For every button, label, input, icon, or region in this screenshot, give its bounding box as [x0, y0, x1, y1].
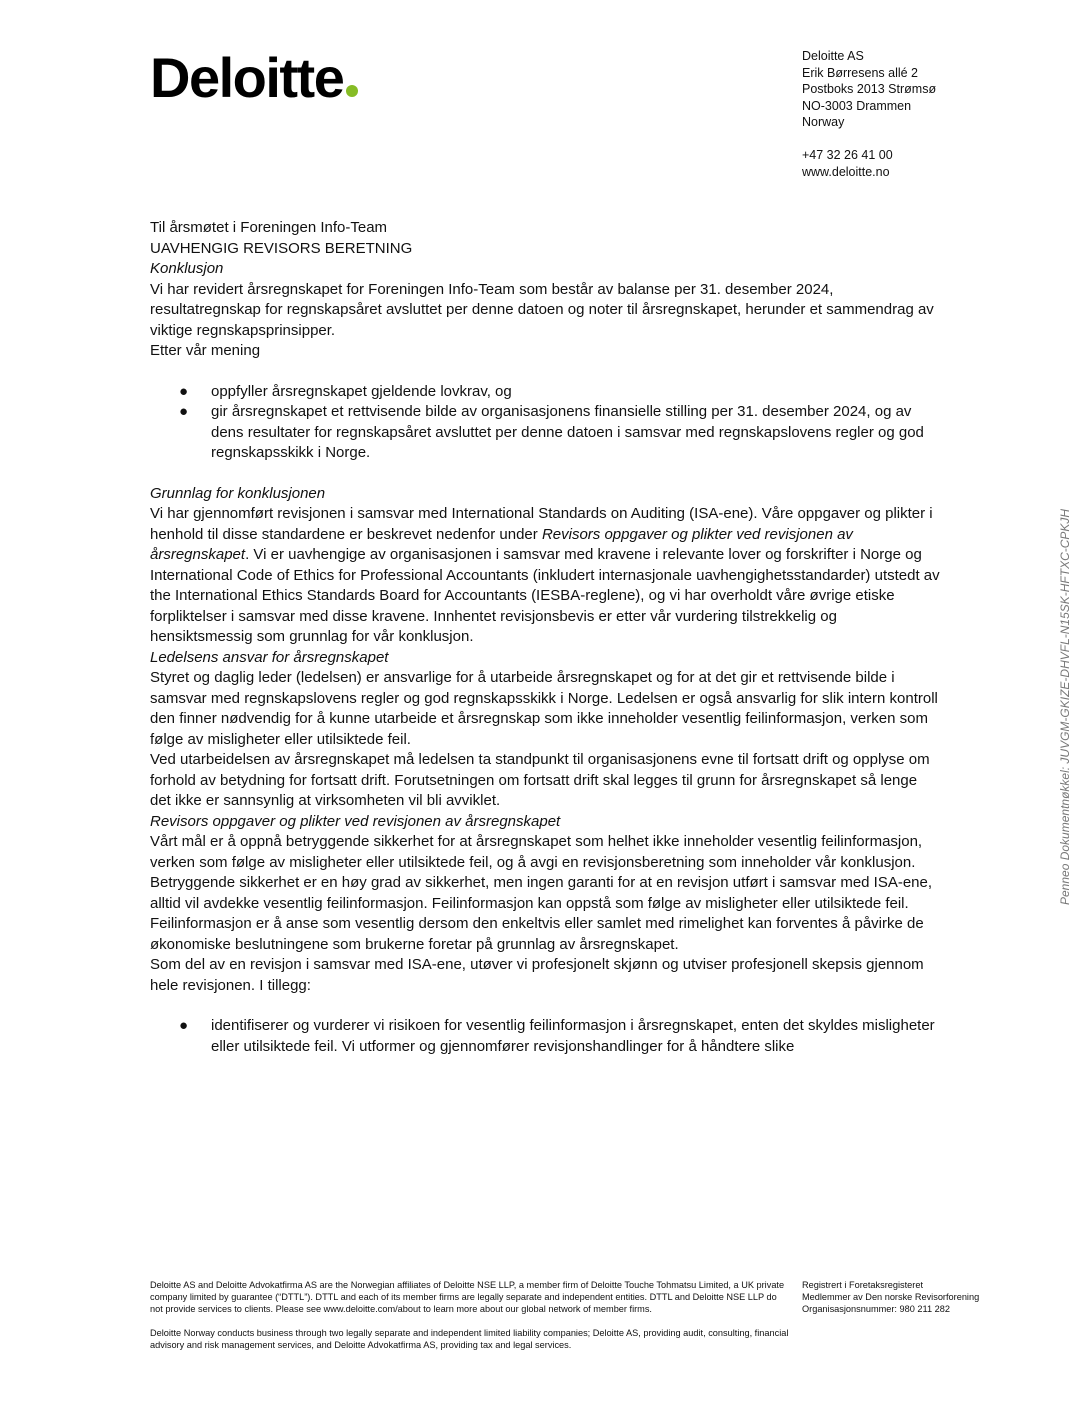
- list-item-text: gir årsregnskapet et rettvisende bilde av organisasjonens finansielle stilling per 31. desember 2024, og av dens resultater for regnskapsåret avsluttet per denne datoen i samsvar med regnskapslovens regler og god regnskapsskikk i Norge.: [211, 403, 924, 461]
- section-heading-konklusjon: Konklusjon: [150, 260, 224, 277]
- paragraph-text: . Vi er uavhengige av organisasjonen i samsvar med kravene i relevante lover og forskrifter i Norge og International Code of Ethics for Professional Accountants (inkludert internasjonale uavhengighetsstandarder) utstedt av the International Ethics Standards Board for Accountants (IESBA-reglene), og vi har overholdt våre øvrige etiske forpliktelser i samsvar med disse kravene. Innhentet revisjonsbevis er etter vår vurdering tilstrekkelig og hensiktsmessig som grunnlag for vår konklusjon.: [150, 546, 940, 645]
- section-heading-ledelsens-ansvar: Ledelsens ansvar for årsregnskapet: [150, 648, 389, 666]
- paragraph-italic-reference: Revisors oppgaver og plikter ved revisjonen av årsregnskapet: [150, 525, 853, 563]
- paragraph: [150, 504, 940, 648]
- logo-green-dot: [346, 85, 358, 97]
- bullet-icon: ●: [179, 1017, 189, 1034]
- address-line: Norway: [802, 115, 845, 129]
- paragraph: Vårt mål er å oppnå betryggende sikkerhet for at årsregnskapet som helhet ikke inneholder vesentlig feilinformasjon, verken som følge av misligheter eller utilsiktede feil, og å avgi en revisjonsberetning som inneholder vår konklusjon. Betryggende sikkerhet er en høy grad av sikkerhet, men ingen garanti for at en revisjon utført i samsvar med ISA-ene, alltid vil avdekke vesentlig feilinformasjon. Feilinformasjon kan oppstå som følge av misligheter eller utilsiktede feil. Feilinformasjon er å anse som vesentlig dersom den enkeltvis eller samlet med rimelighet kan forventes å påvirke de økonomiske beslutningene som brukerne foretar på grunnlag av årsregnskapet.: [150, 833, 933, 953]
- list-item-text: identifiserer og vurderer vi risikoen for vesentlig feilinformasjon i årsregnskapet, enten det skyldes misligheter eller utilsiktede feil. Vi utformer og gjennomfører revisjonshandlinger for å håndtere slike: [211, 1017, 935, 1055]
- recipient-line: Til årsmøtet i Foreningen Info-Team: [150, 219, 388, 236]
- paragraph: Ved utarbeidelsen av årsregnskapet må ledelsen ta standpunkt til organisasjonens evne til fortsatt drift og opplyse om forhold av betydning for fortsatt drift. Forutsetningen om fortsatt drift skal legges til grunn for årsregnskapet så lenge det ikke er sannsynlig at virksomheten vil bli avviklet.: [150, 751, 930, 809]
- address-line: Erik Børresens allé 2: [802, 65, 919, 80]
- footer-registration-line: Medlemmer av Den norske Revisorforening: [802, 1292, 980, 1302]
- paragraph: Styret og daglig leder (ledelsen) er ansvarlige for å utarbeide årsregnskapet og for at det gir et rettvisende bilde i samsvar med regnskapslovens regler og god regnskapsskikk i Norge. Ledelsen er også ansvarlig for slik intern kontroll den finner nødvendig for å kunne utarbeide et årsregnskap som ikke inneholder vesentlig feilinformasjon, verken som følge av misligheter eller utilsiktede feil.: [150, 669, 938, 748]
- paragraph-text: Vi har gjennomført revisjonen i samsvar med International Standards on Auditing (ISA-ene). Våre oppgaver og plikter i henhold til disse standardene er beskrevet nedenfor under: [150, 505, 933, 543]
- report-title: UAVHENGIG REVISORS BERETNING: [150, 239, 413, 257]
- list-item: [150, 382, 940, 403]
- footer-registration-line: Organisasjonsnummer: 980 211 282: [802, 1304, 950, 1314]
- deloitte-logo: [150, 46, 358, 109]
- sender-address: [802, 48, 936, 180]
- letter-body: [150, 218, 940, 1057]
- footer-registration: [802, 1279, 979, 1315]
- paragraph: Etter vår mening: [150, 342, 261, 359]
- paragraph: Vi har revidert årsregnskapet for Foreningen Info-Team som består av balanse per 31. desember 2024, resultatregnskap for regnskapsåret avsluttet per denne datoen og noter til årsregnskapet, herunder et sammendrag av viktige regnskapsprinsipper.: [150, 280, 934, 339]
- document-key-vertical: Penneo Dokumentnøkkel: JUVGM-GKIZE-DHVFL-N15SK-HFTXC-CPKJH: [1058, 508, 1072, 905]
- bullet-list: [150, 1016, 940, 1057]
- footer-legal-text: Deloitte AS and Deloitte Advokatfirma AS are the Norwegian affiliates of Deloitte NSE LLP, a member firm of Deloitte Touche Tohmatsu Limited, a UK private company limited by guarantee (“DTTL”). DTTL and each of its member firms are legally separate and independent entities. DTTL and Deloitte NSE LLP do not provide services to clients. Please see www.deloitte.com/about to learn more about our global network of member firms.: [150, 1280, 785, 1314]
- bullet-icon: ●: [179, 382, 189, 400]
- list-item-text: oppfyller årsregnskapet gjeldende lovkrav, og: [211, 382, 512, 400]
- paragraph: Som del av en revisjon i samsvar med ISA-ene, utøver vi profesjonelt skjønn og utviser profesjonell skepsis gjennom hele revisjonen. I tillegg:: [150, 956, 924, 994]
- list-item: [150, 402, 940, 464]
- website-link[interactable]: www.deloitte.no: [802, 164, 890, 179]
- phone-number: +47 32 26 41 00: [802, 148, 893, 162]
- bullet-list: [150, 382, 940, 464]
- section-heading-grunnlag: Grunnlag for konklusjonen: [150, 484, 326, 502]
- logo-wordmark: Deloitte: [150, 46, 344, 109]
- footer-registration-line: Registrert i Foretaksregisteret: [802, 1280, 924, 1290]
- footer-legal-text: Deloitte Norway conducts business through two legally separate and independent limited liability companies; Deloitte AS, providing audit, consulting, financial advisory and risk management services, and Deloitte Advokatfirma AS, providing tax and legal services.: [150, 1328, 789, 1350]
- address-line: Postboks 2013 Strømsø: [802, 82, 937, 96]
- list-item: [150, 1016, 940, 1057]
- address-line: NO-3003 Drammen: [802, 98, 912, 113]
- section-heading-revisors-oppgaver: Revisors oppgaver og plikter ved revisjonen av årsregnskapet: [150, 812, 561, 830]
- address-line: Deloitte AS: [802, 49, 864, 63]
- footer-legal: [150, 1279, 790, 1351]
- address-spacer: [802, 131, 936, 148]
- bullet-icon: ●: [179, 403, 189, 420]
